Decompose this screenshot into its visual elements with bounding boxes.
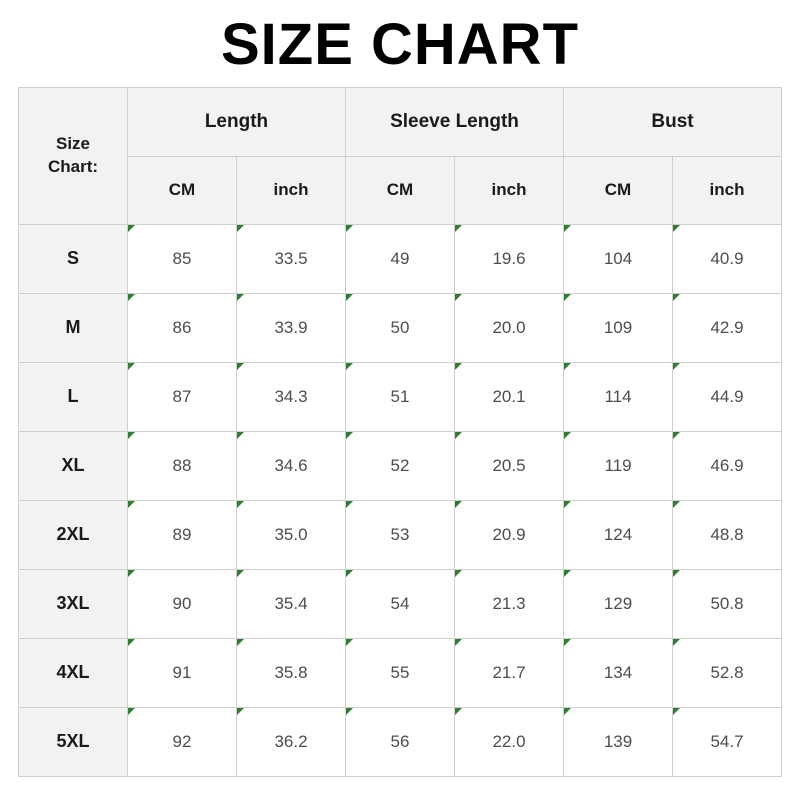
cell-bust-inch — [673, 707, 782, 776]
corner-marker-icon — [237, 501, 244, 508]
cell-value: 20.5 — [492, 455, 526, 475]
cell-value: 119 — [604, 455, 632, 475]
corner-marker-icon — [673, 501, 680, 508]
cell-value: 55 — [390, 662, 410, 682]
cell-sleeve-inch — [455, 431, 564, 500]
corner-marker-icon — [346, 501, 353, 508]
table-row — [19, 707, 782, 776]
cell-bust-cm — [564, 638, 673, 707]
cell-sleeve-cm — [346, 362, 455, 431]
corner-label-line2: Chart: — [47, 156, 99, 176]
size-chart-table — [18, 87, 782, 777]
cell-value: 50.8 — [710, 593, 744, 613]
unit-header-sleeve-cm: CM — [346, 156, 455, 224]
cell-value: 33.5 — [274, 248, 308, 268]
cell-value: 21.3 — [492, 593, 526, 613]
cell-length-cm — [128, 500, 237, 569]
cell-bust-inch — [673, 293, 782, 362]
corner-marker-icon — [455, 432, 462, 439]
corner-marker-icon — [455, 363, 462, 370]
cell-value: 91 — [172, 662, 192, 682]
cell-length-cm — [128, 293, 237, 362]
cell-value: 40.9 — [710, 248, 744, 268]
corner-marker-icon — [346, 708, 353, 715]
cell-value: 54.7 — [710, 731, 744, 751]
cell-bust-cm — [564, 224, 673, 293]
cell-length-cm — [128, 362, 237, 431]
corner-marker-icon — [237, 570, 244, 577]
cell-sleeve-inch — [455, 638, 564, 707]
column-group-length: Length — [128, 87, 346, 156]
corner-marker-icon — [564, 570, 571, 577]
cell-value: 44.9 — [710, 386, 744, 406]
corner-marker-icon — [455, 570, 462, 577]
corner-marker-icon — [346, 432, 353, 439]
corner-marker-icon — [673, 363, 680, 370]
corner-marker-icon — [346, 225, 353, 232]
cell-value: 20.1 — [492, 386, 526, 406]
unit-header-length-cm: CM — [128, 156, 237, 224]
size-label: 5XL — [19, 707, 128, 776]
cell-value: 53 — [390, 524, 410, 544]
cell-value: 22.0 — [492, 731, 526, 751]
table-row — [19, 224, 782, 293]
cell-sleeve-cm — [346, 638, 455, 707]
unit-header-length-inch: inch — [237, 156, 346, 224]
table-row — [19, 431, 782, 500]
corner-marker-icon — [673, 570, 680, 577]
cell-value: 86 — [172, 317, 192, 337]
cell-value: 114 — [604, 386, 632, 406]
cell-value: 92 — [172, 731, 192, 751]
cell-bust-inch — [673, 569, 782, 638]
cell-value: 129 — [603, 593, 633, 613]
cell-sleeve-cm — [346, 569, 455, 638]
corner-marker-icon — [673, 432, 680, 439]
corner-marker-icon — [455, 639, 462, 646]
cell-length-inch — [237, 638, 346, 707]
cell-value: 87 — [172, 386, 192, 406]
cell-sleeve-cm — [346, 707, 455, 776]
size-label: 4XL — [19, 638, 128, 707]
corner-marker-icon — [455, 294, 462, 301]
size-label: M — [19, 293, 128, 362]
cell-value: 48.8 — [710, 524, 744, 544]
corner-marker-icon — [673, 708, 680, 715]
cell-value: 34.6 — [274, 455, 308, 475]
cell-bust-inch — [673, 362, 782, 431]
table-row — [19, 500, 782, 569]
cell-value: 109 — [603, 317, 633, 337]
cell-value: 90 — [172, 593, 192, 613]
corner-marker-icon — [128, 639, 135, 646]
table-row — [19, 293, 782, 362]
corner-marker-icon — [237, 294, 244, 301]
cell-value: 21.7 — [492, 662, 526, 682]
cell-value: 88 — [172, 455, 192, 475]
cell-sleeve-inch — [455, 362, 564, 431]
cell-sleeve-inch — [455, 707, 564, 776]
corner-marker-icon — [237, 639, 244, 646]
cell-length-inch — [237, 707, 346, 776]
corner-marker-icon — [237, 432, 244, 439]
corner-label-line1: Size — [55, 133, 91, 153]
cell-sleeve-cm — [346, 293, 455, 362]
cell-value: 104 — [603, 248, 633, 268]
cell-value: 49 — [390, 248, 410, 268]
corner-marker-icon — [346, 294, 353, 301]
size-chart-table-wrapper — [18, 87, 782, 777]
corner-marker-icon — [564, 294, 571, 301]
size-label: 2XL — [19, 500, 128, 569]
cell-value: 35.0 — [274, 524, 308, 544]
corner-marker-icon — [455, 708, 462, 715]
corner-marker-icon — [673, 294, 680, 301]
corner-marker-icon — [128, 432, 135, 439]
corner-marker-icon — [564, 432, 571, 439]
corner-marker-icon — [128, 708, 135, 715]
cell-value: 46.9 — [710, 455, 744, 475]
cell-bust-cm — [564, 431, 673, 500]
cell-value: 56 — [390, 731, 410, 751]
cell-bust-cm — [564, 569, 673, 638]
cell-length-cm — [128, 707, 237, 776]
cell-length-cm — [128, 431, 237, 500]
corner-marker-icon — [128, 225, 135, 232]
cell-value: 85 — [172, 248, 192, 268]
cell-value: 52.8 — [710, 662, 744, 682]
cell-value: 20.0 — [492, 317, 526, 337]
cell-length-cm — [128, 569, 237, 638]
corner-marker-icon — [128, 570, 135, 577]
cell-length-inch — [237, 431, 346, 500]
corner-marker-icon — [564, 501, 571, 508]
cell-bust-inch — [673, 638, 782, 707]
corner-marker-icon — [346, 570, 353, 577]
cell-value: 20.9 — [492, 524, 526, 544]
cell-bust-cm — [564, 500, 673, 569]
table-row — [19, 638, 782, 707]
cell-sleeve-cm — [346, 431, 455, 500]
cell-value: 50 — [390, 317, 410, 337]
corner-marker-icon — [455, 225, 462, 232]
size-label: L — [19, 362, 128, 431]
cell-value: 19.6 — [492, 248, 526, 268]
table-header-unit-row — [19, 156, 782, 224]
cell-sleeve-cm — [346, 224, 455, 293]
cell-length-cm — [128, 224, 237, 293]
corner-marker-icon — [564, 639, 571, 646]
cell-length-inch — [237, 362, 346, 431]
cell-value: 35.8 — [274, 662, 308, 682]
corner-marker-icon — [455, 501, 462, 508]
size-label: S — [19, 224, 128, 293]
corner-marker-icon — [237, 708, 244, 715]
cell-value: 34.3 — [274, 386, 308, 406]
corner-marker-icon — [346, 363, 353, 370]
cell-value: 35.4 — [274, 593, 308, 613]
cell-value: 33.9 — [274, 317, 308, 337]
cell-bust-inch — [673, 500, 782, 569]
size-label: XL — [19, 431, 128, 500]
table-row — [19, 362, 782, 431]
corner-label-cell — [19, 87, 128, 224]
cell-sleeve-inch — [455, 293, 564, 362]
cell-value: 124 — [603, 524, 633, 544]
corner-marker-icon — [564, 363, 571, 370]
table-header-group-row — [19, 87, 782, 156]
unit-header-bust-cm: CM — [564, 156, 673, 224]
corner-marker-icon — [673, 639, 680, 646]
unit-header-sleeve-inch: inch — [455, 156, 564, 224]
cell-length-inch — [237, 224, 346, 293]
cell-value: 139 — [603, 731, 633, 751]
cell-length-inch — [237, 500, 346, 569]
cell-sleeve-inch — [455, 224, 564, 293]
corner-marker-icon — [237, 363, 244, 370]
cell-value: 36.2 — [274, 731, 308, 751]
column-group-bust: Bust — [564, 87, 782, 156]
table-header — [19, 87, 782, 224]
table-body — [19, 224, 782, 776]
column-group-sleeve-length: Sleeve Length — [346, 87, 564, 156]
cell-value: 42.9 — [710, 317, 744, 337]
corner-marker-icon — [673, 225, 680, 232]
cell-bust-cm — [564, 293, 673, 362]
cell-bust-cm — [564, 707, 673, 776]
cell-bust-cm — [564, 362, 673, 431]
page-title: SIZE CHART — [221, 12, 579, 77]
cell-length-inch — [237, 293, 346, 362]
cell-sleeve-cm — [346, 500, 455, 569]
corner-marker-icon — [564, 708, 571, 715]
corner-marker-icon — [564, 225, 571, 232]
cell-value: 51 — [390, 386, 410, 406]
size-label: 3XL — [19, 569, 128, 638]
cell-bust-inch — [673, 431, 782, 500]
cell-length-inch — [237, 569, 346, 638]
cell-value: 89 — [172, 524, 192, 544]
table-row — [19, 569, 782, 638]
corner-marker-icon — [346, 639, 353, 646]
cell-value: 54 — [390, 593, 410, 613]
cell-value: 52 — [390, 455, 410, 475]
cell-bust-inch — [673, 224, 782, 293]
cell-length-cm — [128, 638, 237, 707]
corner-marker-icon — [237, 225, 244, 232]
corner-marker-icon — [128, 294, 135, 301]
corner-marker-icon — [128, 501, 135, 508]
cell-sleeve-inch — [455, 569, 564, 638]
corner-marker-icon — [128, 363, 135, 370]
cell-sleeve-inch — [455, 500, 564, 569]
unit-header-bust-inch: inch — [673, 156, 782, 224]
cell-value: 134 — [603, 662, 633, 682]
